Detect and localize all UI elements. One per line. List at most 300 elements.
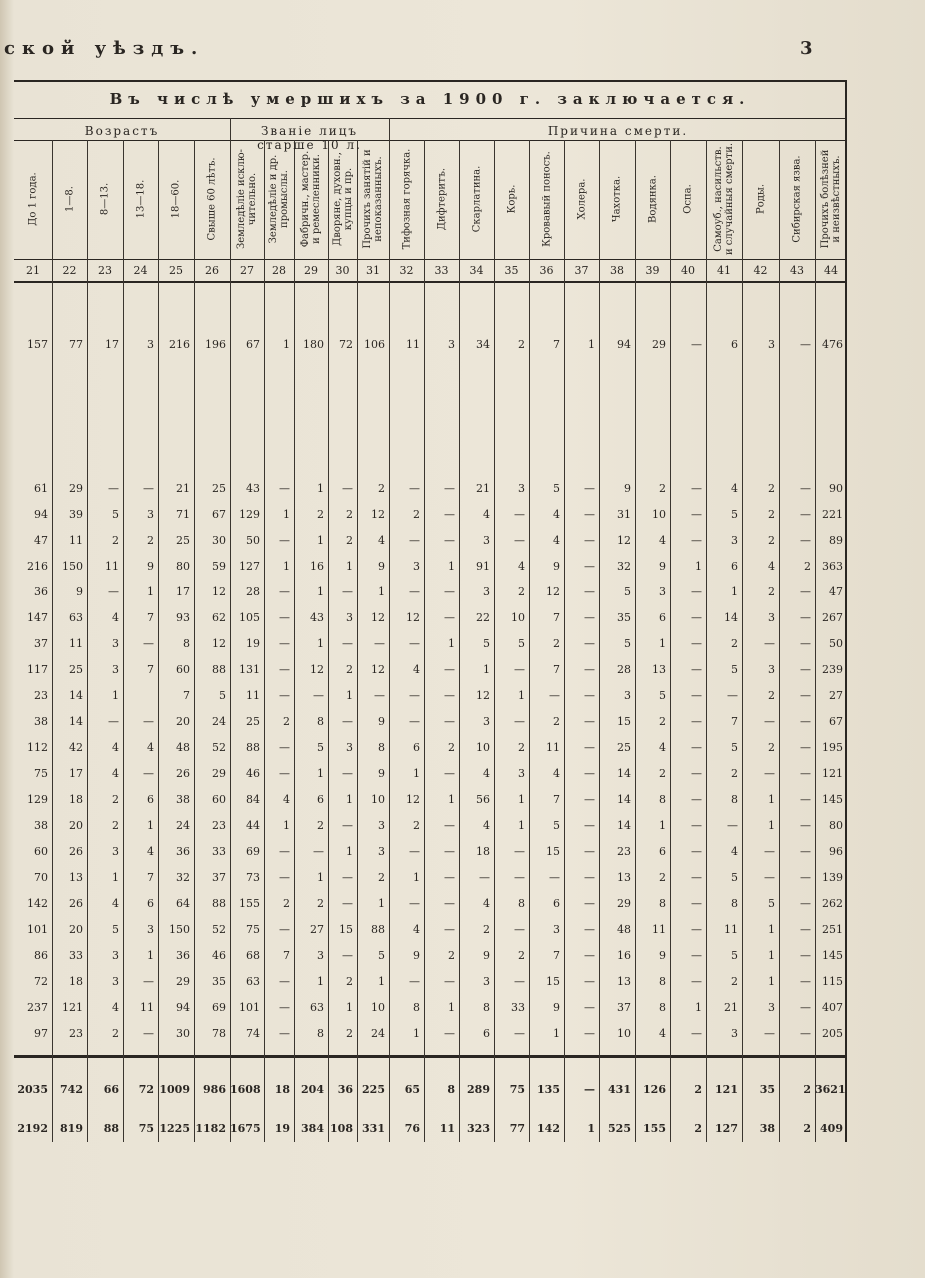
- table-cell: —: [444, 923, 455, 936]
- table-cell: 1: [518, 793, 525, 806]
- table-cell: 2: [147, 534, 154, 547]
- table-cell: 3: [624, 689, 631, 702]
- column-header-label: Фабричн., мастер. и ремесленники.: [300, 150, 322, 248]
- table-cell: 4: [659, 534, 666, 547]
- column-header-label: 8—13.: [99, 182, 111, 216]
- table-cell: 12: [371, 611, 385, 624]
- table-cell: —: [584, 1001, 595, 1014]
- table-cell: 2: [317, 508, 324, 521]
- table-cell: 147: [27, 611, 48, 624]
- table-cell: 4: [483, 819, 490, 832]
- total-cell: 525: [608, 1122, 631, 1135]
- table-cell: —: [800, 689, 811, 702]
- table-cell: —: [584, 897, 595, 910]
- table-cell: —: [444, 585, 455, 598]
- table-cell: 11: [69, 534, 83, 547]
- table-cell: 4: [731, 482, 738, 495]
- table-cell: —: [691, 637, 702, 650]
- table-cell: 8: [483, 1001, 490, 1014]
- column-header-label: Самоуб., насильств. и случайныя смерти.: [713, 142, 735, 256]
- total-cell: 75: [138, 1122, 154, 1135]
- table-cell: 8: [317, 1027, 324, 1040]
- table-cell: 5: [624, 637, 631, 650]
- total-cell: 2: [694, 1122, 702, 1135]
- table-cell: 80: [176, 560, 190, 573]
- table-cell: —: [409, 897, 420, 910]
- table-cell: 5: [731, 949, 738, 962]
- table-cell: —: [108, 482, 119, 495]
- table-cell: 6: [553, 897, 560, 910]
- table-cell: 11: [406, 338, 420, 351]
- table-cell: 1: [317, 975, 324, 988]
- table-cell: —: [444, 897, 455, 910]
- column-number: 37: [574, 264, 589, 277]
- column-header-label: Дифтеритъ.: [436, 167, 447, 231]
- table-cell: 4: [483, 897, 490, 910]
- table-cell: 68: [246, 949, 260, 962]
- table-cell: 2: [731, 767, 738, 780]
- total-cell: 77: [509, 1122, 525, 1135]
- table-cell: 251: [822, 923, 843, 936]
- table-cell: —: [800, 637, 811, 650]
- table-cell: 10: [371, 793, 385, 806]
- table-cell: 37: [212, 871, 226, 884]
- table-cell: 11: [546, 741, 560, 754]
- total-cell: 986: [203, 1083, 226, 1096]
- totals-rule: [14, 1055, 847, 1058]
- table-cell: 5: [553, 819, 560, 832]
- table-cell: —: [727, 689, 738, 702]
- table-cell: 52: [212, 741, 226, 754]
- table-cell: 4: [112, 1001, 119, 1014]
- table-cell: 6: [483, 1027, 490, 1040]
- table-cell: 3: [112, 975, 119, 988]
- table-cell: 29: [652, 338, 666, 351]
- table-cell: —: [409, 482, 420, 495]
- table-cell: 1: [553, 1027, 560, 1040]
- table-cell: 11: [724, 923, 738, 936]
- table-cell: —: [342, 715, 353, 728]
- table-cell: 4: [147, 845, 154, 858]
- table-cell: —: [514, 663, 525, 676]
- table-cell: 3: [147, 508, 154, 521]
- table-cell: 3: [768, 338, 775, 351]
- table-cell: —: [800, 1027, 811, 1040]
- table-cell: —: [691, 534, 702, 547]
- table-cell: 31: [617, 508, 631, 521]
- column-number: 25: [169, 264, 183, 277]
- group-header: Возрастъ: [84, 124, 160, 138]
- column-number: 34: [469, 264, 484, 277]
- table-cell: 91: [476, 560, 490, 573]
- table-cell: 56: [476, 793, 490, 806]
- table-cell: 3: [483, 585, 490, 598]
- table-cell: 47: [34, 534, 48, 547]
- table-cell: 2: [448, 741, 455, 754]
- column-header-label: Земледѣліе и др. промыслы.: [268, 154, 290, 244]
- column-header: [52, 140, 87, 258]
- table-cell: 63: [246, 975, 260, 988]
- table-cell: 1: [346, 1001, 353, 1014]
- table-cell: 2: [317, 897, 324, 910]
- table-cell: —: [584, 741, 595, 754]
- table-cell: 84: [246, 793, 260, 806]
- table-cell: 1: [317, 871, 324, 884]
- table-cell: —: [409, 975, 420, 988]
- table-cell: 196: [205, 338, 226, 351]
- table-cell: —: [691, 689, 702, 702]
- table-cell: 10: [617, 1027, 631, 1040]
- table-cell: 1: [768, 923, 775, 936]
- table-cell: 29: [617, 897, 631, 910]
- table-cell: 3: [553, 923, 560, 936]
- table-cell: —: [584, 508, 595, 521]
- table-cell: —: [409, 715, 420, 728]
- group-rule: [14, 118, 847, 119]
- table-cell: —: [800, 508, 811, 521]
- table-cell: 15: [546, 975, 560, 988]
- table-cell: 10: [476, 741, 490, 754]
- table-cell: 1: [448, 1001, 455, 1014]
- table-cell: 33: [511, 1001, 525, 1014]
- table-cell: —: [727, 819, 738, 832]
- column-header: [742, 140, 779, 258]
- total-cell: 75: [509, 1083, 525, 1096]
- table-cell: 1: [695, 1001, 702, 1014]
- table-cell: 2: [346, 508, 353, 521]
- table-cell: 3: [768, 611, 775, 624]
- table-cell: 2: [518, 338, 525, 351]
- table-cell: —: [409, 534, 420, 547]
- table-cell: 30: [212, 534, 226, 547]
- table-cell: —: [764, 871, 775, 884]
- column-number: 33: [434, 264, 449, 277]
- table-cell: 13: [652, 663, 666, 676]
- table-cell: 33: [212, 845, 226, 858]
- table-cell: 262: [822, 897, 843, 910]
- table-cell: —: [800, 949, 811, 962]
- table-cell: 1: [768, 975, 775, 988]
- table-cell: —: [342, 897, 353, 910]
- table-cell: 88: [246, 741, 260, 754]
- table-cell: 5: [731, 741, 738, 754]
- table-cell: 2: [346, 663, 353, 676]
- table-cell: —: [691, 871, 702, 884]
- table-cell: 2: [518, 585, 525, 598]
- column-header: [328, 140, 357, 258]
- table-cell: 5: [659, 689, 666, 702]
- column-number: 22: [62, 264, 77, 277]
- table-cell: 9: [76, 585, 83, 598]
- table-cell: 23: [34, 689, 48, 702]
- total-cell: 35: [759, 1083, 775, 1096]
- table-cell: 50: [246, 534, 260, 547]
- table-cell: 5: [483, 637, 490, 650]
- table-cell: 4: [413, 663, 420, 676]
- table-cell: 94: [176, 1001, 190, 1014]
- table-cell: 12: [371, 663, 385, 676]
- table-cell: —: [691, 741, 702, 754]
- table-cell: —: [800, 845, 811, 858]
- table-cell: 3: [112, 637, 119, 650]
- table-cell: 39: [69, 508, 83, 521]
- table-cell: 97: [34, 1027, 48, 1040]
- table-cell: —: [143, 482, 154, 495]
- table-cell: —: [143, 767, 154, 780]
- table-cell: —: [584, 845, 595, 858]
- table-cell: 363: [822, 560, 843, 573]
- table-cell: 5: [624, 585, 631, 598]
- table-cell: —: [444, 975, 455, 988]
- table-cell: —: [342, 767, 353, 780]
- table-cell: 14: [69, 715, 83, 728]
- table-cell: 1: [346, 845, 353, 858]
- table-cell: 407: [822, 1001, 843, 1014]
- table-cell: 2: [768, 534, 775, 547]
- table-cell: 121: [822, 767, 843, 780]
- table-cell: 43: [310, 611, 324, 624]
- table-cell: 4: [659, 741, 666, 754]
- table-cell: 1: [483, 663, 490, 676]
- table-cell: 10: [652, 508, 666, 521]
- table-cell: 88: [212, 897, 226, 910]
- column-header-label: Прочихъ болѣзней и неизвѣстныхъ.: [820, 149, 842, 249]
- table-cell: 1: [346, 689, 353, 702]
- table-cell: —: [800, 585, 811, 598]
- table-cell: 62: [212, 611, 226, 624]
- column-header: [706, 140, 742, 258]
- table-cell: 3: [448, 338, 455, 351]
- table-cell: 18: [69, 975, 83, 988]
- table-cell: 20: [176, 715, 190, 728]
- table-cell: 60: [212, 793, 226, 806]
- table-cell: —: [800, 1001, 811, 1014]
- table-cell: 63: [69, 611, 83, 624]
- column-number: 36: [539, 264, 554, 277]
- table-cell: 10: [511, 611, 525, 624]
- column-number: 31: [366, 264, 380, 277]
- table-cell: 3: [378, 819, 385, 832]
- table-cell: 13: [69, 871, 83, 884]
- table-cell: 77: [69, 338, 83, 351]
- table-cell: 1: [413, 767, 420, 780]
- table-cell: —: [444, 819, 455, 832]
- column-header-label: 18—60.: [170, 179, 182, 219]
- table-cell: 46: [212, 949, 226, 962]
- table-cell: 6: [659, 611, 666, 624]
- table-cell: —: [584, 793, 595, 806]
- table-cell: 157: [27, 338, 48, 351]
- table-cell: 93: [176, 611, 190, 624]
- table-cell: —: [444, 663, 455, 676]
- table-cell: 155: [239, 897, 260, 910]
- table-cell: —: [143, 715, 154, 728]
- table-cell: 4: [112, 897, 119, 910]
- table-cell: —: [342, 871, 353, 884]
- total-cell: 108: [330, 1122, 353, 1135]
- table-cell: —: [514, 871, 525, 884]
- table-cell: 11: [105, 560, 119, 573]
- table-cell: 90: [829, 482, 843, 495]
- table-cell: 3: [346, 611, 353, 624]
- table-cell: 3: [112, 663, 119, 676]
- table-cell: —: [584, 949, 595, 962]
- table-cell: 6: [147, 897, 154, 910]
- table-cell: —: [549, 689, 560, 702]
- table-cell: —: [800, 793, 811, 806]
- table-cell: —: [342, 949, 353, 962]
- table-cell: —: [444, 482, 455, 495]
- total-cell: 66: [103, 1083, 119, 1096]
- table-cell: —: [279, 1001, 290, 1014]
- table-cell: 2: [346, 975, 353, 988]
- total-cell: 126: [643, 1083, 666, 1096]
- table-cell: 13: [617, 871, 631, 884]
- table-cell: 2: [413, 819, 420, 832]
- table-cell: —: [800, 534, 811, 547]
- table-cell: —: [584, 482, 595, 495]
- total-cell: 2192: [17, 1122, 48, 1135]
- table-cell: 150: [62, 560, 83, 573]
- table-cell: 1: [695, 560, 702, 573]
- total-cell: 819: [60, 1122, 83, 1135]
- table-cell: 1: [112, 689, 119, 702]
- table-cell: —: [584, 871, 595, 884]
- total-cell: 204: [301, 1083, 324, 1096]
- table-cell: —: [691, 508, 702, 521]
- column-number: 39: [645, 264, 660, 277]
- table-cell: 2: [804, 560, 811, 573]
- table-cell: 2: [518, 949, 525, 962]
- table-cell: 1: [378, 585, 385, 598]
- table-cell: 3: [483, 975, 490, 988]
- table-cell: —: [800, 611, 811, 624]
- column-number: 38: [610, 264, 624, 277]
- table-cell: —: [584, 611, 595, 624]
- total-cell: 155: [643, 1122, 666, 1135]
- total-cell: 72: [138, 1083, 154, 1096]
- table-cell: 2: [378, 871, 385, 884]
- table-cell: 24: [176, 819, 190, 832]
- table-cell: 7: [553, 949, 560, 962]
- table-cell: 2: [768, 585, 775, 598]
- table-cell: 4: [378, 534, 385, 547]
- table-cell: 23: [69, 1027, 83, 1040]
- table-cell: 1: [147, 819, 154, 832]
- table-cell: 37: [617, 1001, 631, 1014]
- table-cell: —: [691, 482, 702, 495]
- table-cell: 36: [176, 845, 190, 858]
- table-cell: —: [374, 637, 385, 650]
- table-cell: 69: [212, 1001, 226, 1014]
- table-cell: 3: [483, 534, 490, 547]
- table-cell: 139: [822, 871, 843, 884]
- table-cell: —: [444, 845, 455, 858]
- table-cell: 4: [768, 560, 775, 573]
- table-cell: 4: [112, 741, 119, 754]
- table-cell: —: [691, 585, 702, 598]
- table-cell: 9: [413, 949, 420, 962]
- table-cell: 12: [546, 585, 560, 598]
- total-cell: 2: [803, 1083, 811, 1096]
- table-cell: —: [691, 819, 702, 832]
- colnum-bottom-rule: [14, 281, 847, 283]
- table-cell: 1: [317, 637, 324, 650]
- column-number: 41: [717, 264, 731, 277]
- table-cell: 1: [283, 819, 290, 832]
- table-cell: —: [279, 741, 290, 754]
- table-cell: 72: [339, 338, 353, 351]
- table-cell: —: [691, 793, 702, 806]
- table-cell: 8: [317, 715, 324, 728]
- table-cell: 112: [27, 741, 48, 754]
- table-cell: 9: [378, 767, 385, 780]
- table-cell: —: [764, 1027, 775, 1040]
- table-cell: 1: [346, 793, 353, 806]
- table-cell: 2: [283, 715, 290, 728]
- table-cell: 2: [112, 1027, 119, 1040]
- group-header: Причина смерти.: [547, 124, 689, 138]
- table-cell: 71: [176, 508, 190, 521]
- table-cell: —: [444, 767, 455, 780]
- table-cell: 1: [317, 534, 324, 547]
- table-cell: —: [800, 715, 811, 728]
- table-cell: —: [143, 975, 154, 988]
- total-cell: 142: [537, 1122, 560, 1135]
- total-cell: 2: [694, 1083, 702, 1096]
- table-cell: —: [514, 923, 525, 936]
- total-cell: 1675: [230, 1122, 261, 1135]
- column-number: 27: [240, 264, 254, 277]
- column-number: 42: [753, 264, 768, 277]
- table-cell: 8: [731, 793, 738, 806]
- table-cell: 28: [246, 585, 260, 598]
- table-cell: 70: [34, 871, 48, 884]
- table-cell: 2: [553, 637, 560, 650]
- table-cell: 25: [212, 482, 226, 495]
- page-number: 3: [800, 38, 813, 59]
- total-cell: 127: [715, 1122, 738, 1135]
- table-cell: —: [764, 767, 775, 780]
- table-cell: 80: [829, 819, 843, 832]
- table-cell: 25: [617, 741, 631, 754]
- table-cell: 4: [413, 923, 420, 936]
- table-cell: 21: [724, 1001, 738, 1014]
- table-cell: 1: [413, 1027, 420, 1040]
- table-cell: 96: [829, 845, 843, 858]
- table-cell: 20: [69, 819, 83, 832]
- table-cell: 8: [659, 793, 666, 806]
- table-cell: 129: [27, 793, 48, 806]
- table-cell: —: [444, 689, 455, 702]
- table-cell: 2: [448, 949, 455, 962]
- total-cell: 2: [803, 1122, 811, 1135]
- table-cell: 29: [212, 767, 226, 780]
- table-cell: 216: [169, 338, 190, 351]
- table-cell: —: [800, 975, 811, 988]
- column-header: [599, 140, 635, 258]
- table-cell: 1: [147, 949, 154, 962]
- table-cell: 59: [212, 560, 226, 573]
- table-cell: 5: [731, 663, 738, 676]
- table-cell: 106: [364, 338, 385, 351]
- table-cell: 14: [617, 793, 631, 806]
- column-header-label: Дворяне, духовн., купцы и пр.: [331, 152, 354, 246]
- table-cell: 33: [69, 949, 83, 962]
- table-cell: 127: [239, 560, 260, 573]
- table-cell: —: [342, 637, 353, 650]
- table-cell: —: [764, 715, 775, 728]
